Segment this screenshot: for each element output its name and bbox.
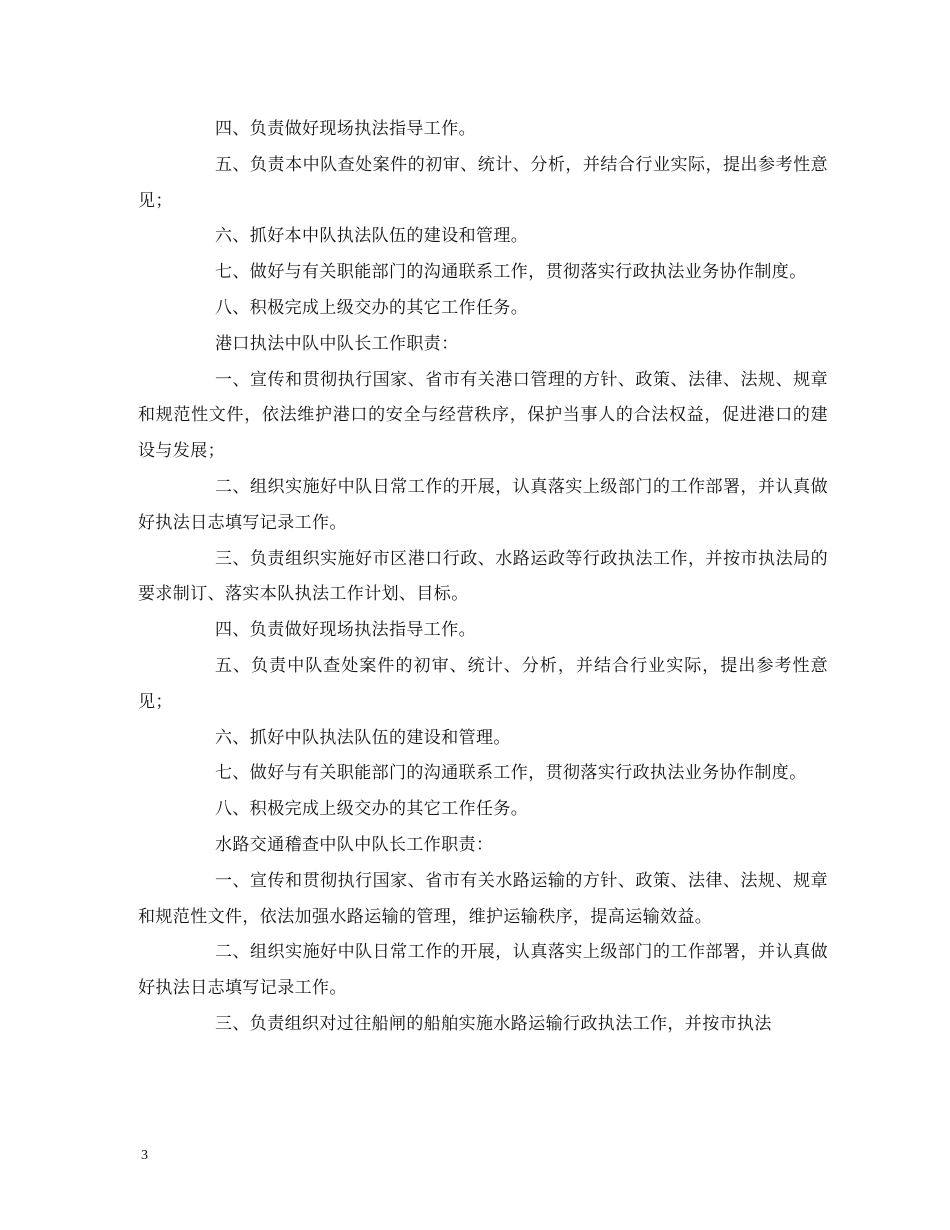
section-heading-waterway-squad: 水路交通稽查中队中队长工作职责： — [215, 834, 494, 855]
paragraph-duty-6: 六、抓好本中队执法队伍的建设和管理。 — [215, 226, 529, 247]
document-body — [138, 112, 828, 1043]
paragraph-port-duty-5: 五、负责中队查处案件的初审、统计、分析，并结合行业实际，提出参考性意见； — [138, 655, 828, 712]
paragraph-port-duty-2: 二、组织实施好中队日常工作的开展，认真落实上级部门的工作部署，并认真做好执法日志填写记录工作。 — [138, 476, 828, 533]
paragraph-port-duty-7: 七、做好与有关职能部门的沟通联系工作，贯彻落实行政执法业务协作制度。 — [215, 763, 807, 784]
paragraph-port-duty-3: 三、负责组织实施好市区港口行政、水路运政等行政执法工作，并按市执法局的要求制订、落实本队执法工作计划、目标。 — [138, 548, 828, 605]
paragraph-waterway-duty-1: 一、宣传和贯彻执行国家、省市有关水路运输的方针、政策、法律、法规、规章和规范性文件，依法加强水路运输的管理，维护运输秩序，提高运输效益。 — [138, 870, 828, 927]
section-heading-port-squad: 港口执法中队中队长工作职责： — [215, 333, 459, 354]
paragraph-port-duty-1: 一、宣传和贯彻执行国家、省市有关港口管理的方针、政策、法律、法规、规章和规范性文件，依法维护港口的安全与经营秩序，保护当事人的合法权益，促进港口的建设与发展； — [138, 369, 828, 462]
paragraph-duty-5: 五、负责本中队查处案件的初审、统计、分析，并结合行业实际，提出参考性意见； — [138, 154, 828, 211]
paragraph-port-duty-4: 四、负责做好现场执法指导工作。 — [215, 620, 476, 641]
paragraph-duty-8: 八、积极完成上级交办的其它工作任务。 — [215, 297, 529, 318]
paragraph-waterway-duty-2: 二、组织实施好中队日常工作的开展，认真落实上级部门的工作部署，并认真做好执法日志填写记录工作。 — [138, 942, 828, 999]
paragraph-duty-4: 四、负责做好现场执法指导工作。 — [215, 119, 476, 139]
paragraph-port-duty-6: 六、抓好中队执法队伍的建设和管理。 — [215, 727, 511, 748]
paragraph-port-duty-8: 八、积极完成上级交办的其它工作任务。 — [215, 799, 529, 820]
page-number: 3 — [141, 1148, 148, 1163]
paragraph-waterway-duty-3: 三、负责组织对过往船闸的船舶实施水路运输行政执法工作，并按市执法 — [215, 1013, 772, 1034]
paragraph-duty-7: 七、做好与有关职能部门的沟通联系工作，贯彻落实行政执法业务协作制度。 — [215, 262, 807, 283]
